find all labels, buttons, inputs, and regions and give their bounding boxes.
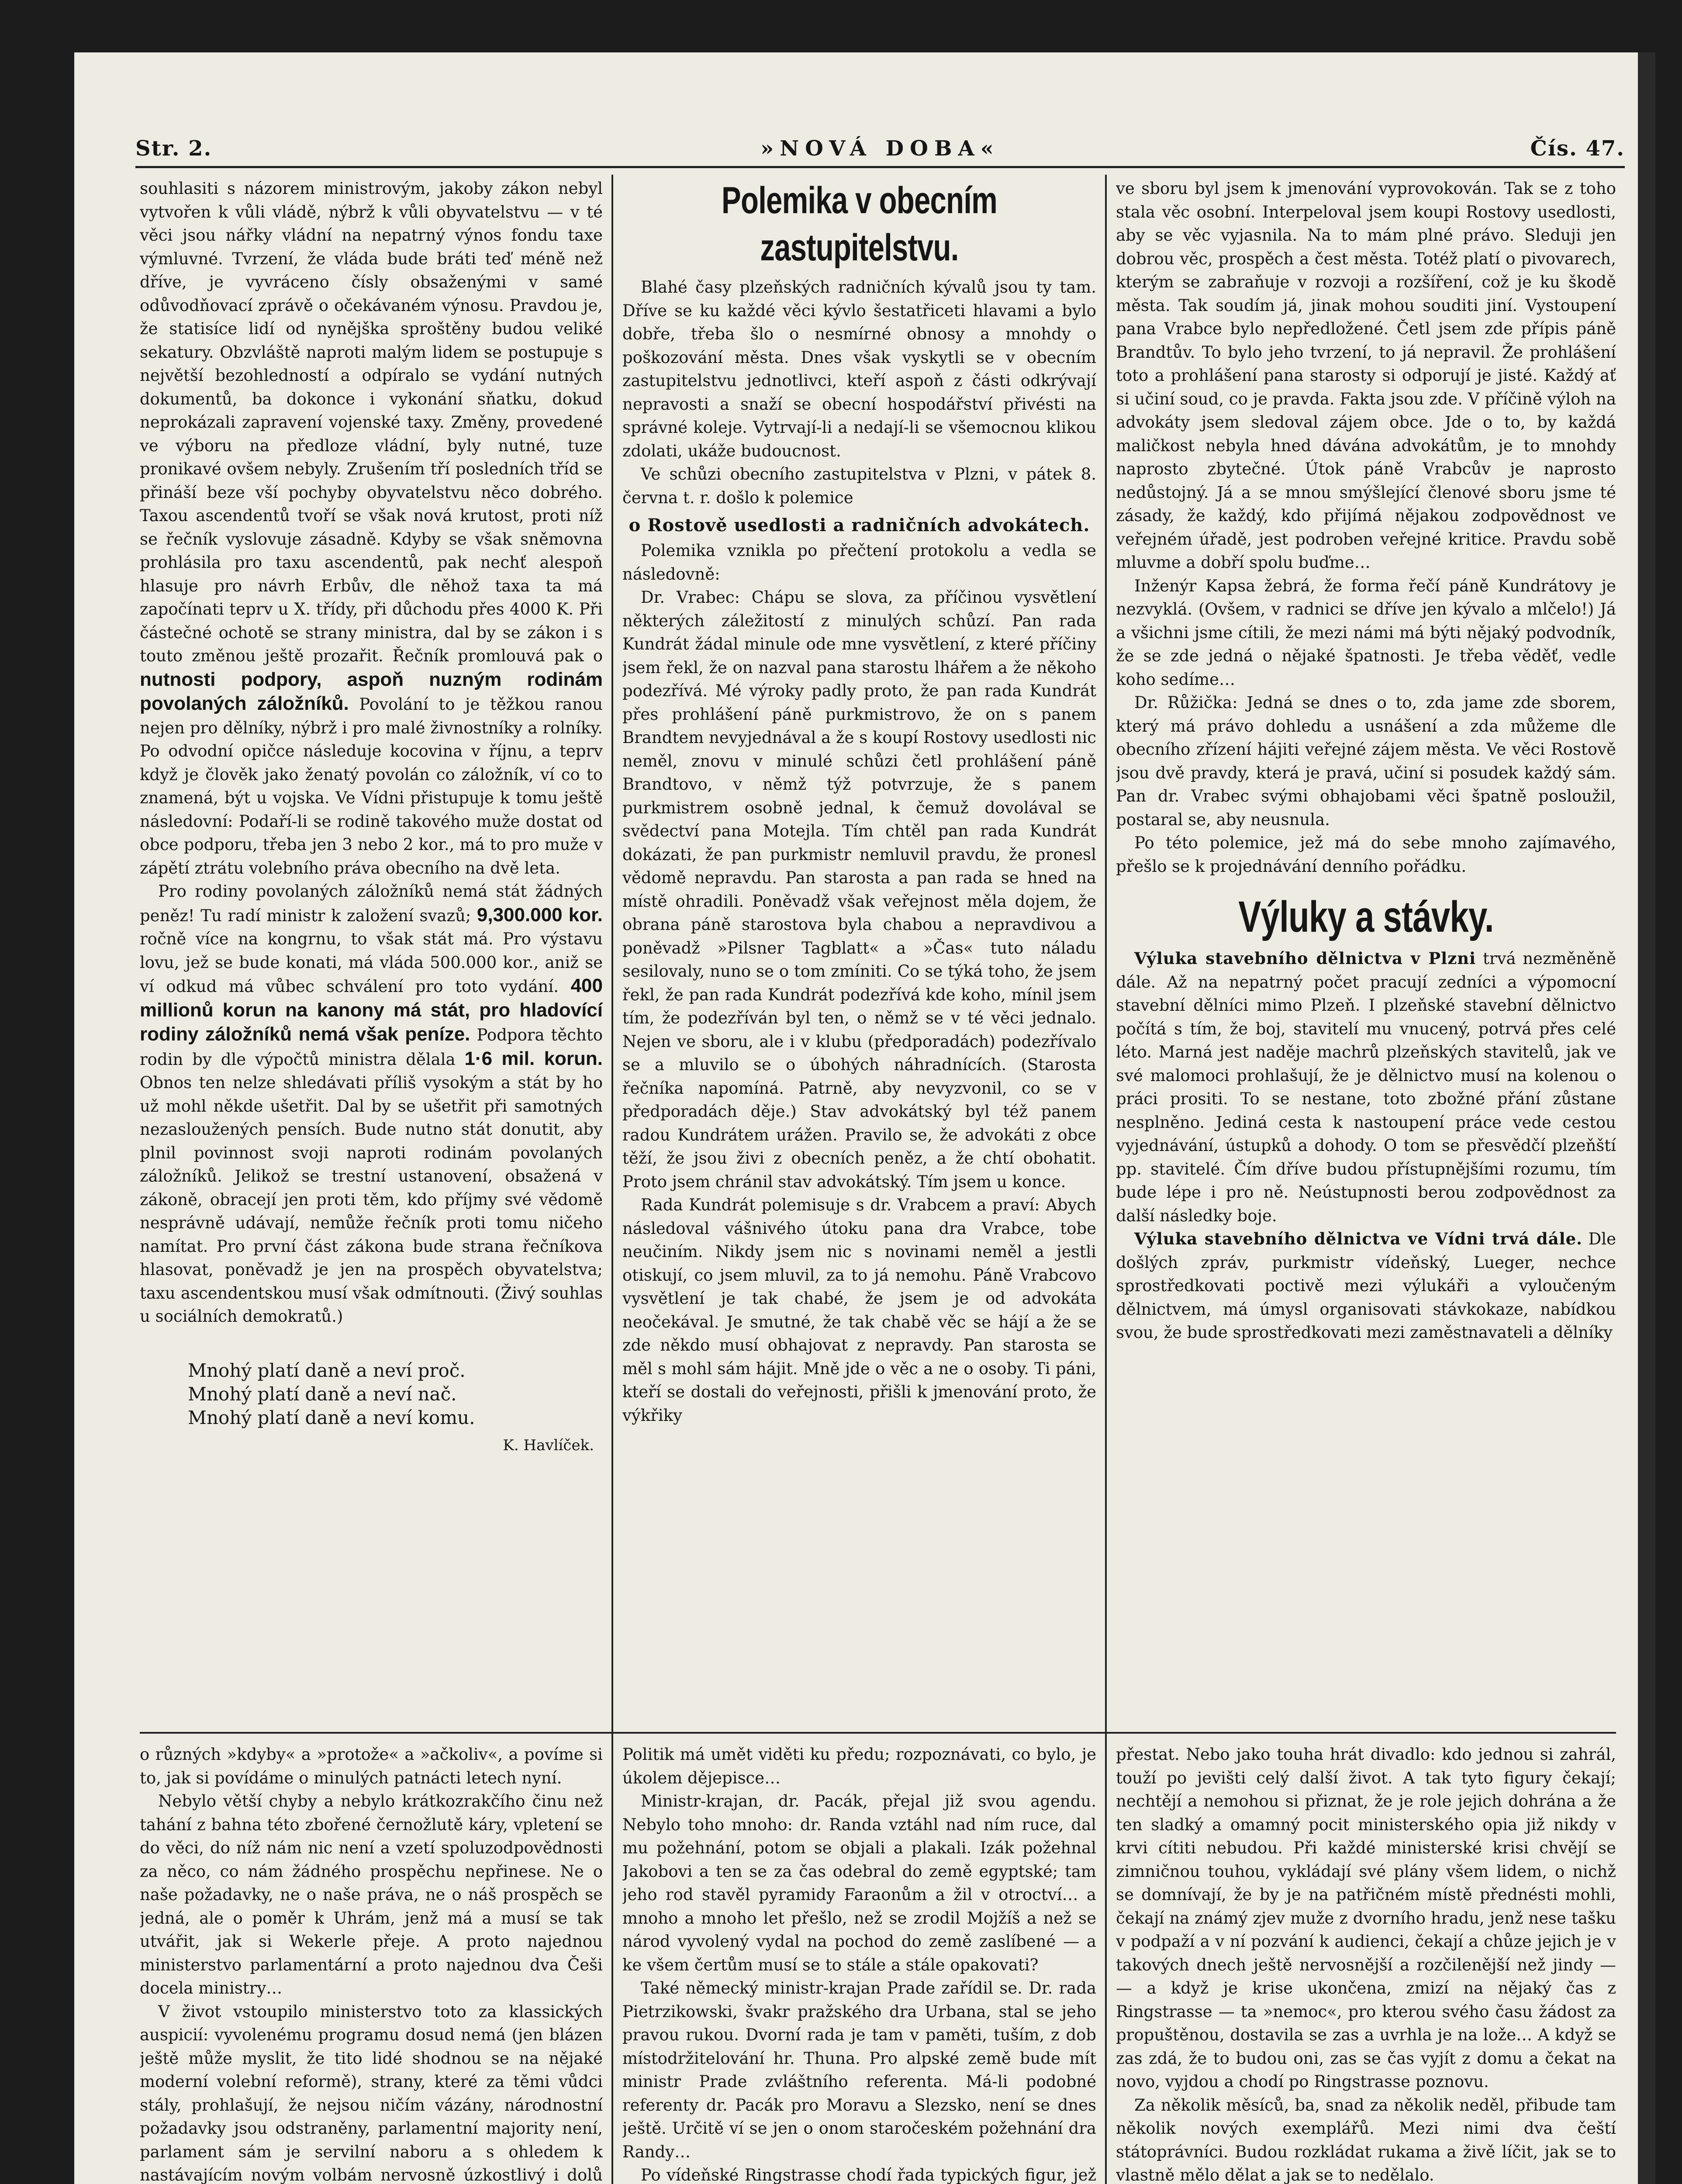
column-rule bbox=[1105, 175, 1107, 2184]
article-text: Za několik měsíců, ba, snad za několik neděl, přibude tam několik nových exemplářů. Mezi nimi dva čeští státoprávníci. Budou rozkládat rukama a živě líčit, jak se to vlastně mělo dělat a jak se to nedělalo. bbox=[1116, 2095, 1616, 2184]
article-text: Inženýr Kapsa žebrá, že forma řečí páně Kundrátovy je nezvyklá. (Ovšem, v radnici se dříve jen kývalo a mlčelo!) Já a všichni jsme cítili, že mezi námi má býti nějaký podvodník, že se zde jedná o nějaké špatnosti. Je třeba věděť, vedle koho sedíme… bbox=[1116, 576, 1616, 689]
article-highlight: 9,300.000 kor. bbox=[477, 904, 603, 926]
article-text: Povolání to je těžkou ranou nejen pro dělníky, nýbrž i pro malé živnostníky a rolníky. Po odvodní opičce následuje kocovina v říjnu, a teprv když je člověk jako ženatý povolán co záložník, ví co to znamená, být u vojska. Ve Vídni přistupuje k tomu ještě následovní: Podaří-li se rodině takového muže dostat od obce podporu, třeba jen 3 nebo 2 kor., má to pro muže v zápětí ztrátu volebního práva obecního na dvě leta. bbox=[140, 695, 603, 878]
poem-line: Mnohý platí daně a neví komu. bbox=[188, 1406, 475, 1428]
article-text: trvá nezměněně dále. Až na nepatrný počet pracují zedníci a výpomocní stavební dělníci mimo Plzeň. I plzeňské stavební dělnictvo počítá s tím, že boj, stavitelí mu vnucený, potrvá přes celé léto. Marná jest naděje machrů plzeňských stavitelů, jak ve své malomoci prohlašují, že je dělnictvo musí na kolenou o práci prositi. To se nestane, toto zbožné přání zůstane nesplněno. Jediná cesta k nastoupení práce vede cestou vyjednávání, ústupků a dohody. O tom se přesvědčí plzeňští pp. stavitelé. Čím dříve budou přístupnějšími rozumu, tím bude lépe i pro ně. Neústupnosti berou zodpovědnost za další následky boje. bbox=[1116, 949, 1616, 1225]
article-highlight: 1·6 mil. korun. bbox=[464, 1047, 603, 1069]
poem-line: Mnohý platí daně a neví proč. bbox=[188, 1359, 466, 1381]
article-highlight: nutnosti podpory, aspoň nuzným rodinám povolaných záložníků. bbox=[140, 668, 603, 714]
article-column-2 bbox=[622, 177, 1096, 1723]
article-text: Také německý ministr-krajan Prade zařídil se. Dr. rada Pietrzikowski, švakr pražského dra Urbana, stal se jeho pravou rukou. Dvorní rada je tam v paměti, tuším, z dob místodržitelování hr. Thuna. Pro alpské země bude mít ministr Prade zvláštního referenta. Má-li podobné referenty dr. Pacák pro Moravu a Slezsko, není se dnes ještě. Určitě ví se jen o onom staročeském požehnání dra Randy… bbox=[622, 1979, 1096, 2161]
article-text: Nebylo větší chyby a nebylo krátkozrakčího činu než tahání z bahna této zbořené černožlutě káry, vpletení se do věci, do níž nám nic není a vzetí spoluzodpovědnosti za něco, co nám žádného prospěchu nepřinese. Ne o naše požadavky, ne o naše práva, ne o náš prospěch se jedná, ale o poměr k Uhrám, jenž má a musí se tak utvářit, jak si Wekerle přeje. A proto najednou ministerstvo parlamentární a proto najednou dva Češi docela ministry… bbox=[140, 1792, 603, 1997]
article-text: Podpora těchto rodin by dle výpočtů ministra dělala bbox=[140, 1026, 603, 1069]
poem bbox=[188, 1359, 603, 1430]
page-number: Str. 2. bbox=[135, 136, 212, 161]
article-text: o různých »kdyby« a »protože« a »ačkoliv«, a povíme si to, jak si povídáme o minulých patnácti letech nyní. bbox=[140, 1745, 603, 1787]
article-text: Ve schůzi obecního zastupitelstva v Plzni, v pátek 8. června t. r. došlo k polemice bbox=[622, 465, 1096, 507]
article-text: ročně více na kongrnu, to však stát má. Pro výstavu lovu, jež se bude konati, má vláda 500.000 kor., aniž se ví odkud má vůbec schválení pro toto vydání. bbox=[140, 930, 603, 996]
newspaper-page bbox=[74, 52, 1655, 2184]
item-heading: Výluka stavebního dělnictva ve Vídni trvá dále. bbox=[1134, 1229, 1583, 1248]
newspaper-title: »NOVÁ DOBA« bbox=[760, 136, 1000, 161]
section-divider bbox=[140, 1732, 1616, 1734]
article-text: Dr. Vrabec: Chápu se slova, za příčinou vysvětlení některých záležitostí z minulých schůzí. Pan rada Kundrát žádal minule ode mne vysvětlení, z které příčiny jsem řekl, že on nazval pana starostu lhářem a že někoho podezřívá. Mé výroky padly proto, že pan rada Kundrát přes prohlášení páně purkmistrovo, že on s panem Brandtem nevyjednával a že s koupí Rostovy usedlosti nic neměl, znovu v minulé schůzi četl prohlášení páně Brandtovo, v němž týž potvrzuje, že s panem purkmistrem osobně jednal, k čemuž dovolával se svědectví pana Motejla. Tím chtěl pan rada Kundrát dokázati, že pan purkmistr nemluvil pravdu, že pronesl vědomě nepravdu. Pan starosta a pan rada se hned na místě ohradili. Poněvadž však veřejnost měla dojem, že obrana páně starostova byla chabou a nepravdivou a poněvadž »Pilsner Tagblatt« a »Čas« tuto náladu sesilovaly, nuno se o tom zmíniti. Co se týká toho, že jsem řekl, že pan rada Kundrát podezřívá kde koho, mínil jsem tím, že podezříván byl ten, o němž se v té věci jednalo. Nejen ve sboru, ale i v klubu (předporadách) podezřívalo se a mluvilo se o úbohých náhradnících. (Starosta řečníka napomíná. Patrně, aby nevyzvonil, co se v předporadách děje.) Stav advokátský byl též panem radou Kundrátem urážen. Pravilo se, že advokáti z obce těží, že jsou živi z obecních peněz, a že chtí obohatit. Proto jsem chránil stav advokátský. Tím jsem u konce. bbox=[622, 588, 1096, 1191]
article-text: Po této polemice, jež má do sebe mnoho zajímavého, přešlo se k projednávání denního pořádku. bbox=[1116, 833, 1616, 876]
article-text: V život vstoupilo ministerstvo toto za klassických auspicií: vyvolenému programu dosud nemá (jen blázen ještě může myslit, že tito lidé shodnou se na nějaké moderní volební reformě), strany, které za těmi vůdci stály, prohlašují, že nejsou ničím vázány, národnostní požadavky jsou odstraněny, parlamentní majority není, parlament sám je servilní naboru a s ohledem k nastávajícím novým volbám nervosně úzkostlivý i dolů bbox=[140, 2002, 603, 2184]
article-text: Dr. Růžička: Jedná se dnes o to, zda jame zde sborem, který má právo dohledu a usnášení a zda můžeme dle obecního zřízení hájiti veřejné zájem města. Ve věci Rostově jsou dvě pravdy, která je pravá, učiní si posudek každý sám. Pan dr. Vrabec svými obhajobami věci špatně posloužil, postaral se, aby neusnula. bbox=[1116, 693, 1616, 829]
poem-author: K. Havlíček. bbox=[503, 1436, 594, 1454]
article-text: souhlasiti s názorem ministrovým, jakoby zákon nebyl vytvořen k vůli vládě, nýbrž k vůli obyvatelstvu — v té věci jsou nářky vládní na nepatrný výnos fondu taxe výmluvné. Tvrzení, že vláda bude bráti teď méně než dříve, je vyvráceno čísly obsaženými v samé odůvodňovací zprávě o očekávaném výnosu. Pravdou je, že statisíce lidí od nynějška sproštěny budou veliké sekatury. Obzvláště naproti malým lidem se postupuje s největší bezohledností a odpíralo se vydání nutných dokumentů, ba dokonce i vykonání sňatku, dokud neprokázali zapravení vojenské taxy. Změny, provedené ve výboru na předloze vládní, byly nutné, tuze pronikavé ovšem nebyly. Zrušením tří posledních tříd se přináší beze vší pochyby obyvatelstvu něco dobrého. Taxou ascendentů tvoří se však nová krutost, proti níž se řečník vyslovuje zásadně. Kdyby se však sněmovna prohlásila pro taxu ascendentů, pak nechť alespoň hlasuje pro návrh Erbův, dle něhož taxa ta má započínati teprv u X. třídy, při důchodu přes 4000 K. Při částečné ochotě se strany ministra, dal by se zákon i s touto změnou ještě prozařit. Řečník promlouvá pak o bbox=[140, 179, 603, 665]
article-column-1 bbox=[140, 177, 603, 1723]
issue-number: Čís. 47. bbox=[1530, 136, 1625, 161]
article-subheading: o Rostově usedlosti a radničních advokátech. bbox=[629, 515, 1090, 536]
article-text: Rada Kundrát polemisuje s dr. Vrabcem a praví: Abych následoval vášnivého útoku pana dra Vrabce, tobe neučiním. Nikdy jsem nic s novinami neměl a jestli otiskují, co jsem mluvil, za to já nemohu. Páně Vrabcovo vysvětlení je tak chabé, že jsem je od advokáta neočekával. Je smutné, že tak chabě věc se hájí a že se zde někdo musí obhajovat z nepravdy. Pan starosta se měl s mohl sám hájit. Mně jde o věc a ne o osoby. Ti páni, kteří se dostali do veřejnosti, přišli k jmenování proto, že výkřiky bbox=[622, 1196, 1096, 1425]
article-text: Obnos ten nelze shledávati příliš vysokým a stát by ho už mohl někde ušetřit. Dal by se ušetřit při samotných nezasloužených pensích. Bude nutno stát donutit, aby plnil povinnost svoji naproti rodinám povolaných záložníků. Jelikož se trestní ustanovení, obsažená v zákoně, obracejí jen proti těm, kdo příjmy své vědomě nesprávně udávají, nemůže řečník proti tomu ničeho namítat. Pro první část zákona bude strana řečníkova hlasovat, poněvadž je jen na prospěch obyvatelstva; taxu ascendentskou musí však odmítnouti. (Živý souhlas u sociálních demokratů.) bbox=[140, 1073, 603, 1326]
article-text: Blahé časy plzeňských radničních kývalů jsou ty tam. Dříve se ku každé věci kývlo šestatřiceti hlavami a bylo dobře, třeba šlo o nesmírné obnosy a mnohdy o poškozování města. Dnes však vyskytli se v obecním zastupitelstvu jednotlivci, kteří aspoň z části odkrývají nepravosti a snaží se obecní hospodářství přivésti na správné koleje. Vytrvají-li a nedají-li se všemocnou klikou zdolati, ukáže budoucnost. bbox=[622, 278, 1096, 460]
article-text: Politik má umět viděti ku předu; rozpoznávati, co bylo, je úkolem dějepisce… bbox=[622, 1745, 1096, 1787]
article-text: Dle došlých zpráv, purkmistr vídeňský, Lueger, nechce sprostředkovati poctivě mezi výlukáři a vyloučeným dělnictvem, má úmysl organisovati stávkokaze, nabídkou svou, že bude sprostředkovati mezi zaměstnavateli a dělníky bbox=[1116, 1230, 1616, 1342]
article-text: Polemika vznikla po přečtení protokolu a vedla se následovně: bbox=[622, 541, 1096, 584]
column-rule bbox=[611, 175, 613, 2184]
item-heading: Výluka stavebního dělnictva v Plzni bbox=[1134, 949, 1476, 968]
feuilleton-column-2 bbox=[622, 1743, 1096, 2184]
article-text: přestat. Nebo jako touha hrát divadlo: kdo jednou si zahrál, touží po jevišti celý další život. A tak tyto figury čekají; nechtějí a nemohou si přiznat, že je role jejich dohrána a že ten sladký a omamný pocit ministerského opia již nikdy v krvi cítiti nebudou. Při každé ministerské krisi chvějí se zimničnou touhou, vykládají své plány všem lidem, o nichž se domnívají, že by je na patřičném místě přednésti mohli, čekají na známý zjev muže z dvorního hradu, jenž nese tašku v podpaží a v ní pozvání k audienci, čekají a chůze jejich je v takových dnech ještě nervosnější a rozčilenější než jindy — — a když je krise ukončena, zmizí na nějaký čas z Ringstrasse — ta »nemoc«, pro kterou svého času žádost za propuštěnou, dostavila se zas a uvrhla je na lože… A když se zas zdá, že to budou oni, zas se čas vyjít z domu a čekat na novo, vyjdou a chodí po Ringstrasse poznovu. bbox=[1116, 1745, 1616, 2091]
article-text: Po vídeňské Ringstrasse chodí řada typických figur, jež bbox=[641, 2166, 1096, 2184]
article-text: ve sboru byl jsem k jmenování vyprovokován. Tak se z toho stala věc osobní. Interpeloval jsem koupi Rostovy usedlosti, aby se věc vyjasnila. Na to mám plné právo. Sleduji jen dobrou věc, prospěch a čest města. Totéž platí o pivovarech, kterým se zabraňuje v rozvoji a rozšíření, což je ku škodě města. Tak soudím já, jinak mohou souditi jiní. Vystoupení pana Vrabce bylo nepředložené. Četl jsem zde přípis páně Brandtův. To bylo jeho tvrzení, to já nepravil. Že prohlášení toto a prohlášení pana starosty si odporují je jisté. Každý ať si učiní soud, co je pravda. Fakta jsou zde. V příčině výloh na advokáty jsem sledoval zájem obce. Jde o to, by každá maličkost nebyla hned dávána advokátům, je to mnohdy naprosto zbytečné. Útok páně Vrabcův je naprosto nedůstojný. Já a se mnou smýšlející členové sboru jsme té zásady, že každý, kdo přijímá nějakou zodpovědnost ve veřejném úřadě, jest podroben veřejné kritice. Pravdu sobě mluvme a dobří spolu buďme… bbox=[1116, 179, 1616, 572]
section-heading: Výluky a stávky. bbox=[1238, 892, 1494, 941]
article-heading: Polemika v obecním zastupitelstvu. bbox=[722, 180, 997, 269]
page-header bbox=[135, 118, 1625, 168]
scan-border bbox=[1638, 52, 1655, 2184]
feuilleton-column-1 bbox=[140, 1743, 603, 2184]
poem-line: Mnohý platí daně a neví nač. bbox=[188, 1383, 457, 1405]
article-column-3 bbox=[1116, 177, 1616, 1723]
feuilleton-column-3 bbox=[1116, 1743, 1616, 2184]
article-highlight: 400 millionů korun na kanony má stát, pro hladovící rodiny záložníků nemá však peníze. bbox=[140, 975, 603, 1045]
article-text: Ministr-krajan, dr. Pacák, přejal již svou agendu. Nebylo toho mnoho: dr. Randa vztáhl nad ním ruce, dal mu požehnání, potom se objali a plakali. Izák požehnal Jakobovi a ten se za čas odebral do země egyptské; tam jeho rod stavěl pyramidy Faraonům a žil v otroctví… a mnoho a mnoho let přešlo, než se zrodil Mojžíš a než se národ vyvolený vydal na pochod do země zaslíbené — a ke všem čertům musí se to stále a stále opakovati? bbox=[622, 1792, 1096, 1974]
article-text: Pro rodiny povolaných záložníků nemá stát žádných peněz! Tu radí ministr k založení svazů; bbox=[140, 882, 603, 925]
